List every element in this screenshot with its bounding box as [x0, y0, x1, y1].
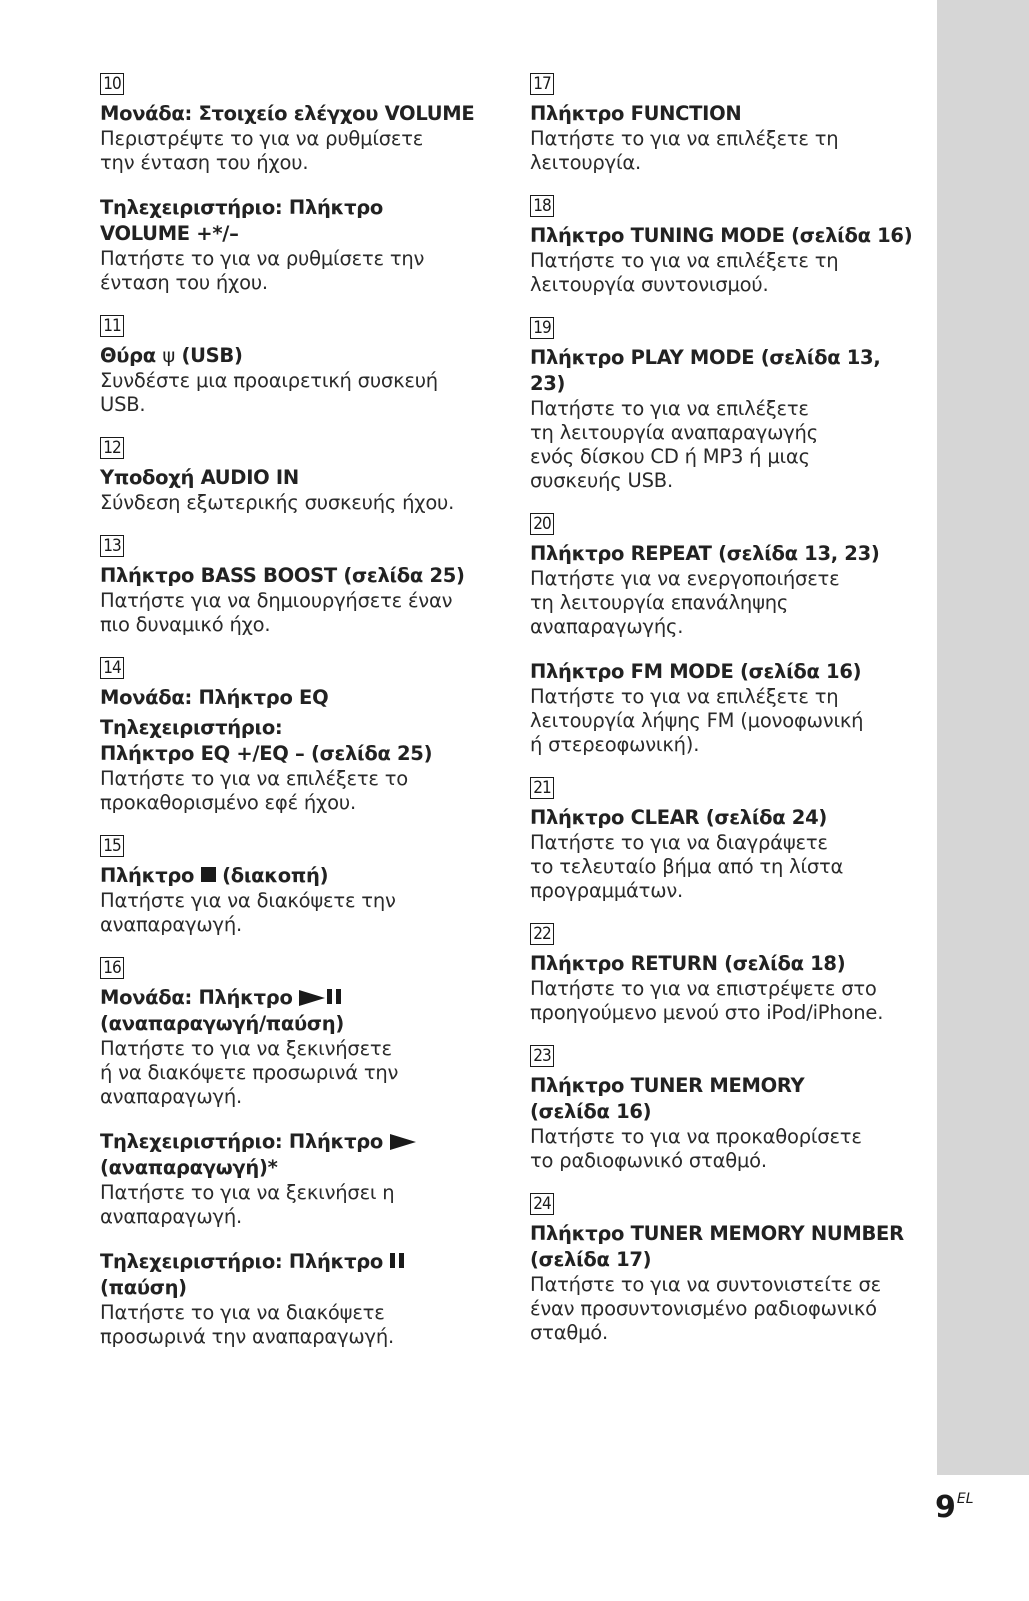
text-line: λειτουργία συντονισμού. — [530, 273, 769, 296]
text-line: Πατήστε το για να επιλέξετε — [530, 397, 809, 420]
pause-icon — [390, 1253, 405, 1268]
heading-text: (αναπαραγωγή)* — [100, 1156, 278, 1179]
entry-heading — [100, 343, 485, 369]
entry-description — [100, 889, 485, 937]
page-number — [935, 1490, 974, 1525]
text-line: VOLUME +*/– — [100, 222, 239, 245]
entry-number: 22 — [530, 923, 554, 945]
entry-number: 10 — [100, 73, 124, 95]
text-line: αναπαραγωγή. — [100, 913, 242, 936]
entry-heading: Υποδοχή AUDIO IN — [100, 466, 299, 489]
entry-description — [530, 127, 920, 175]
text-line: Πατήστε για να διακόψετε την — [100, 889, 396, 912]
text-line: συσκευής USB. — [530, 469, 673, 492]
text-line: Σύνδεση εξωτερικής συσκευής ήχου. — [100, 491, 455, 514]
entry-19 — [530, 317, 920, 493]
text-line: λειτουργία λήψης FM (μονοφωνική — [530, 709, 864, 732]
text-line: Πατήστε το για να ξεκινήσει η — [100, 1181, 395, 1204]
text-line: Πλήκτρο EQ +/EQ – (σελίδα 25) — [100, 742, 433, 765]
text-line: (σελίδα 16) — [530, 1100, 652, 1123]
entry-description — [100, 369, 485, 417]
text-line: Τηλεχειριστήριο: Πλήκτρο — [100, 196, 384, 219]
text-line: αναπαραγωγής. — [530, 615, 684, 638]
entry-heading: Πλήκτρο CLEAR (σελίδα 24) — [530, 806, 827, 829]
text-line: Τηλεχειριστήριο: — [100, 716, 283, 739]
entry-number: 23 — [530, 1045, 554, 1067]
entry-16 — [100, 957, 485, 1349]
text-line: το ραδιοφωνικό σταθμό. — [530, 1149, 767, 1172]
text-line: ή να διακόψετε προσωρινά την — [100, 1061, 399, 1084]
text-line: προκαθορισμένο εφέ ήχου. — [100, 791, 356, 814]
heading-text: Τηλεχειριστήριο: Πλήκτρο — [100, 1250, 384, 1273]
entry-heading — [530, 1073, 920, 1125]
entry-10 — [100, 73, 485, 295]
entry-subheading — [100, 1129, 485, 1181]
entry-subheading — [100, 1249, 485, 1301]
text-line: προγραμμάτων. — [530, 879, 684, 902]
entry-heading: Πλήκτρο BASS BOOST (σελίδα 25) — [100, 564, 465, 587]
entry-description — [100, 1037, 485, 1109]
entry-description — [100, 491, 485, 515]
entry-description — [530, 397, 920, 493]
text-line: αναπαραγωγή. — [100, 1085, 242, 1108]
heading-text: (παύση) — [100, 1276, 187, 1299]
text-line: το τελευταίο βήμα από τη λίστα — [530, 855, 844, 878]
text-line: USB. — [100, 393, 146, 416]
entry-17 — [530, 73, 920, 175]
entry-subheading: Πλήκτρο FM MODE (σελίδα 16) — [530, 660, 862, 683]
text-line: σταθμό. — [530, 1321, 609, 1344]
entry-heading: Πλήκτρο FUNCTION — [530, 102, 742, 125]
entry-number: 17 — [530, 73, 554, 95]
entry-description — [100, 1301, 485, 1349]
entry-subheading — [100, 715, 485, 767]
heading-text: (διακοπή) — [222, 864, 329, 887]
entry-11 — [100, 315, 485, 417]
entry-number: 15 — [100, 835, 124, 857]
entry-description — [530, 249, 920, 297]
entry-heading: Πλήκτρο REPEAT (σελίδα 13, 23) — [530, 542, 880, 565]
entry-description — [530, 685, 920, 757]
entry-13 — [100, 535, 485, 637]
entry-description — [100, 1181, 485, 1229]
entry-number: 11 — [100, 315, 124, 337]
text-line: Πατήστε για να ενεργοποιήσετε — [530, 567, 840, 590]
text-line: τη λειτουργία αναπαραγωγής — [530, 421, 818, 444]
entry-20 — [530, 513, 920, 757]
entry-21 — [530, 777, 920, 903]
entry-description — [100, 767, 485, 815]
left-column — [100, 73, 485, 1369]
entry-description — [530, 567, 920, 639]
heading-text: Τηλεχειριστήριο: Πλήκτρο — [100, 1130, 384, 1153]
text-line: πιο δυναμικό ήχο. — [100, 613, 271, 636]
text-line: Περιστρέψτε το για να ρυθμίσετε — [100, 127, 424, 150]
usb-icon: ψ — [162, 344, 175, 367]
entry-description — [100, 127, 485, 175]
entry-23 — [530, 1045, 920, 1173]
entry-description — [530, 831, 920, 903]
entry-subheading — [100, 195, 485, 247]
text-line: την ένταση του ήχου. — [100, 151, 309, 174]
text-line: ενός δίσκου CD ή MP3 ή μιας — [530, 445, 810, 468]
heading-text: Μονάδα: Πλήκτρο — [100, 986, 293, 1009]
text-line: λειτουργία. — [530, 151, 642, 174]
right-column — [530, 73, 920, 1365]
text-line: Πατήστε το για να επιλέξετε τη — [530, 685, 839, 708]
entry-heading: Μονάδα: Στοιχείο ελέγχου VOLUME — [100, 102, 475, 125]
text-line: Πατήστε το για να επιστρέψετε στο — [530, 977, 877, 1000]
entry-12 — [100, 437, 485, 515]
entry-heading: Πλήκτρο TUNING MODE (σελίδα 16) — [530, 224, 913, 247]
heading-text: (USB) — [181, 344, 243, 367]
text-line: Πατήστε το για να διακόψετε — [100, 1301, 385, 1324]
text-line: Πατήστε το για να επιλέξετε τη — [530, 249, 839, 272]
text-line: αναπαραγωγή. — [100, 1205, 242, 1228]
entry-number: 16 — [100, 957, 124, 979]
entry-heading: Πλήκτρο PLAY MODE (σελίδα 13, 23) — [530, 346, 881, 395]
heading-text: Θύρα — [100, 344, 156, 367]
entry-heading — [100, 985, 485, 1037]
entry-description — [100, 589, 485, 637]
text-line: Πατήστε το για να ξεκινήσετε — [100, 1037, 392, 1060]
side-tab — [937, 0, 1029, 1475]
entry-description — [530, 1273, 920, 1345]
entry-14 — [100, 657, 485, 815]
entry-heading — [530, 1221, 920, 1273]
text-line: Πατήστε το για να ρυθμίσετε την — [100, 247, 425, 270]
entry-heading — [100, 863, 485, 889]
text-line: ένταση του ήχου. — [100, 271, 268, 294]
entry-number: 13 — [100, 535, 124, 557]
text-line: τη λειτουργία επανάληψης — [530, 591, 789, 614]
text-line: έναν προσυντονισμένο ραδιοφωνικό — [530, 1297, 877, 1320]
entry-heading: Μονάδα: Πλήκτρο EQ — [100, 686, 329, 709]
entry-18 — [530, 195, 920, 297]
entry-number: 12 — [100, 437, 124, 459]
text-line: Συνδέστε μια προαιρετική συσκευή — [100, 369, 438, 392]
entry-description — [100, 247, 485, 295]
page-number-value: 9 — [935, 1490, 956, 1525]
text-line: Πατήστε το για να επιλέξετε το — [100, 767, 408, 790]
entry-number: 20 — [530, 513, 554, 535]
text-line: ή στερεοφωνική). — [530, 733, 700, 756]
heading-text: Πλήκτρο — [100, 864, 195, 887]
entry-24 — [530, 1193, 920, 1345]
entry-22 — [530, 923, 920, 1025]
text-line: Πατήστε το για να προκαθορίσετε — [530, 1125, 862, 1148]
stop-icon — [201, 867, 216, 882]
entry-number: 14 — [100, 657, 124, 679]
language-code: EL — [956, 1491, 974, 1507]
text-line: Πλήκτρο TUNER MEMORY — [530, 1074, 805, 1097]
entry-number: 24 — [530, 1193, 554, 1215]
play-icon — [390, 1134, 416, 1150]
text-line: προηγούμενο μενού στο iPod/iPhone. — [530, 1001, 884, 1024]
entry-15 — [100, 835, 485, 937]
entry-number: 18 — [530, 195, 554, 217]
play-pause-icon — [299, 986, 342, 1009]
text-line: Πατήστε το για να συντονιστείτε σε — [530, 1273, 881, 1296]
entry-description — [530, 1125, 920, 1173]
text-line: Πατήστε το για να διαγράψετε — [530, 831, 828, 854]
text-line: Πατήστε το για να επιλέξετε τη — [530, 127, 839, 150]
entry-heading: Πλήκτρο RETURN (σελίδα 18) — [530, 952, 846, 975]
heading-text: (αναπαραγωγή/παύση) — [100, 1012, 344, 1035]
text-line: προσωρινά την αναπαραγωγή. — [100, 1325, 395, 1348]
text-line: Πατήστε για να δημιουργήσετε έναν — [100, 589, 453, 612]
entry-number: 19 — [530, 317, 554, 339]
entry-number: 21 — [530, 777, 554, 799]
text-line: (σελίδα 17) — [530, 1248, 652, 1271]
text-line: Πλήκτρο TUNER MEMORY NUMBER — [530, 1222, 904, 1245]
entry-description — [530, 977, 920, 1025]
